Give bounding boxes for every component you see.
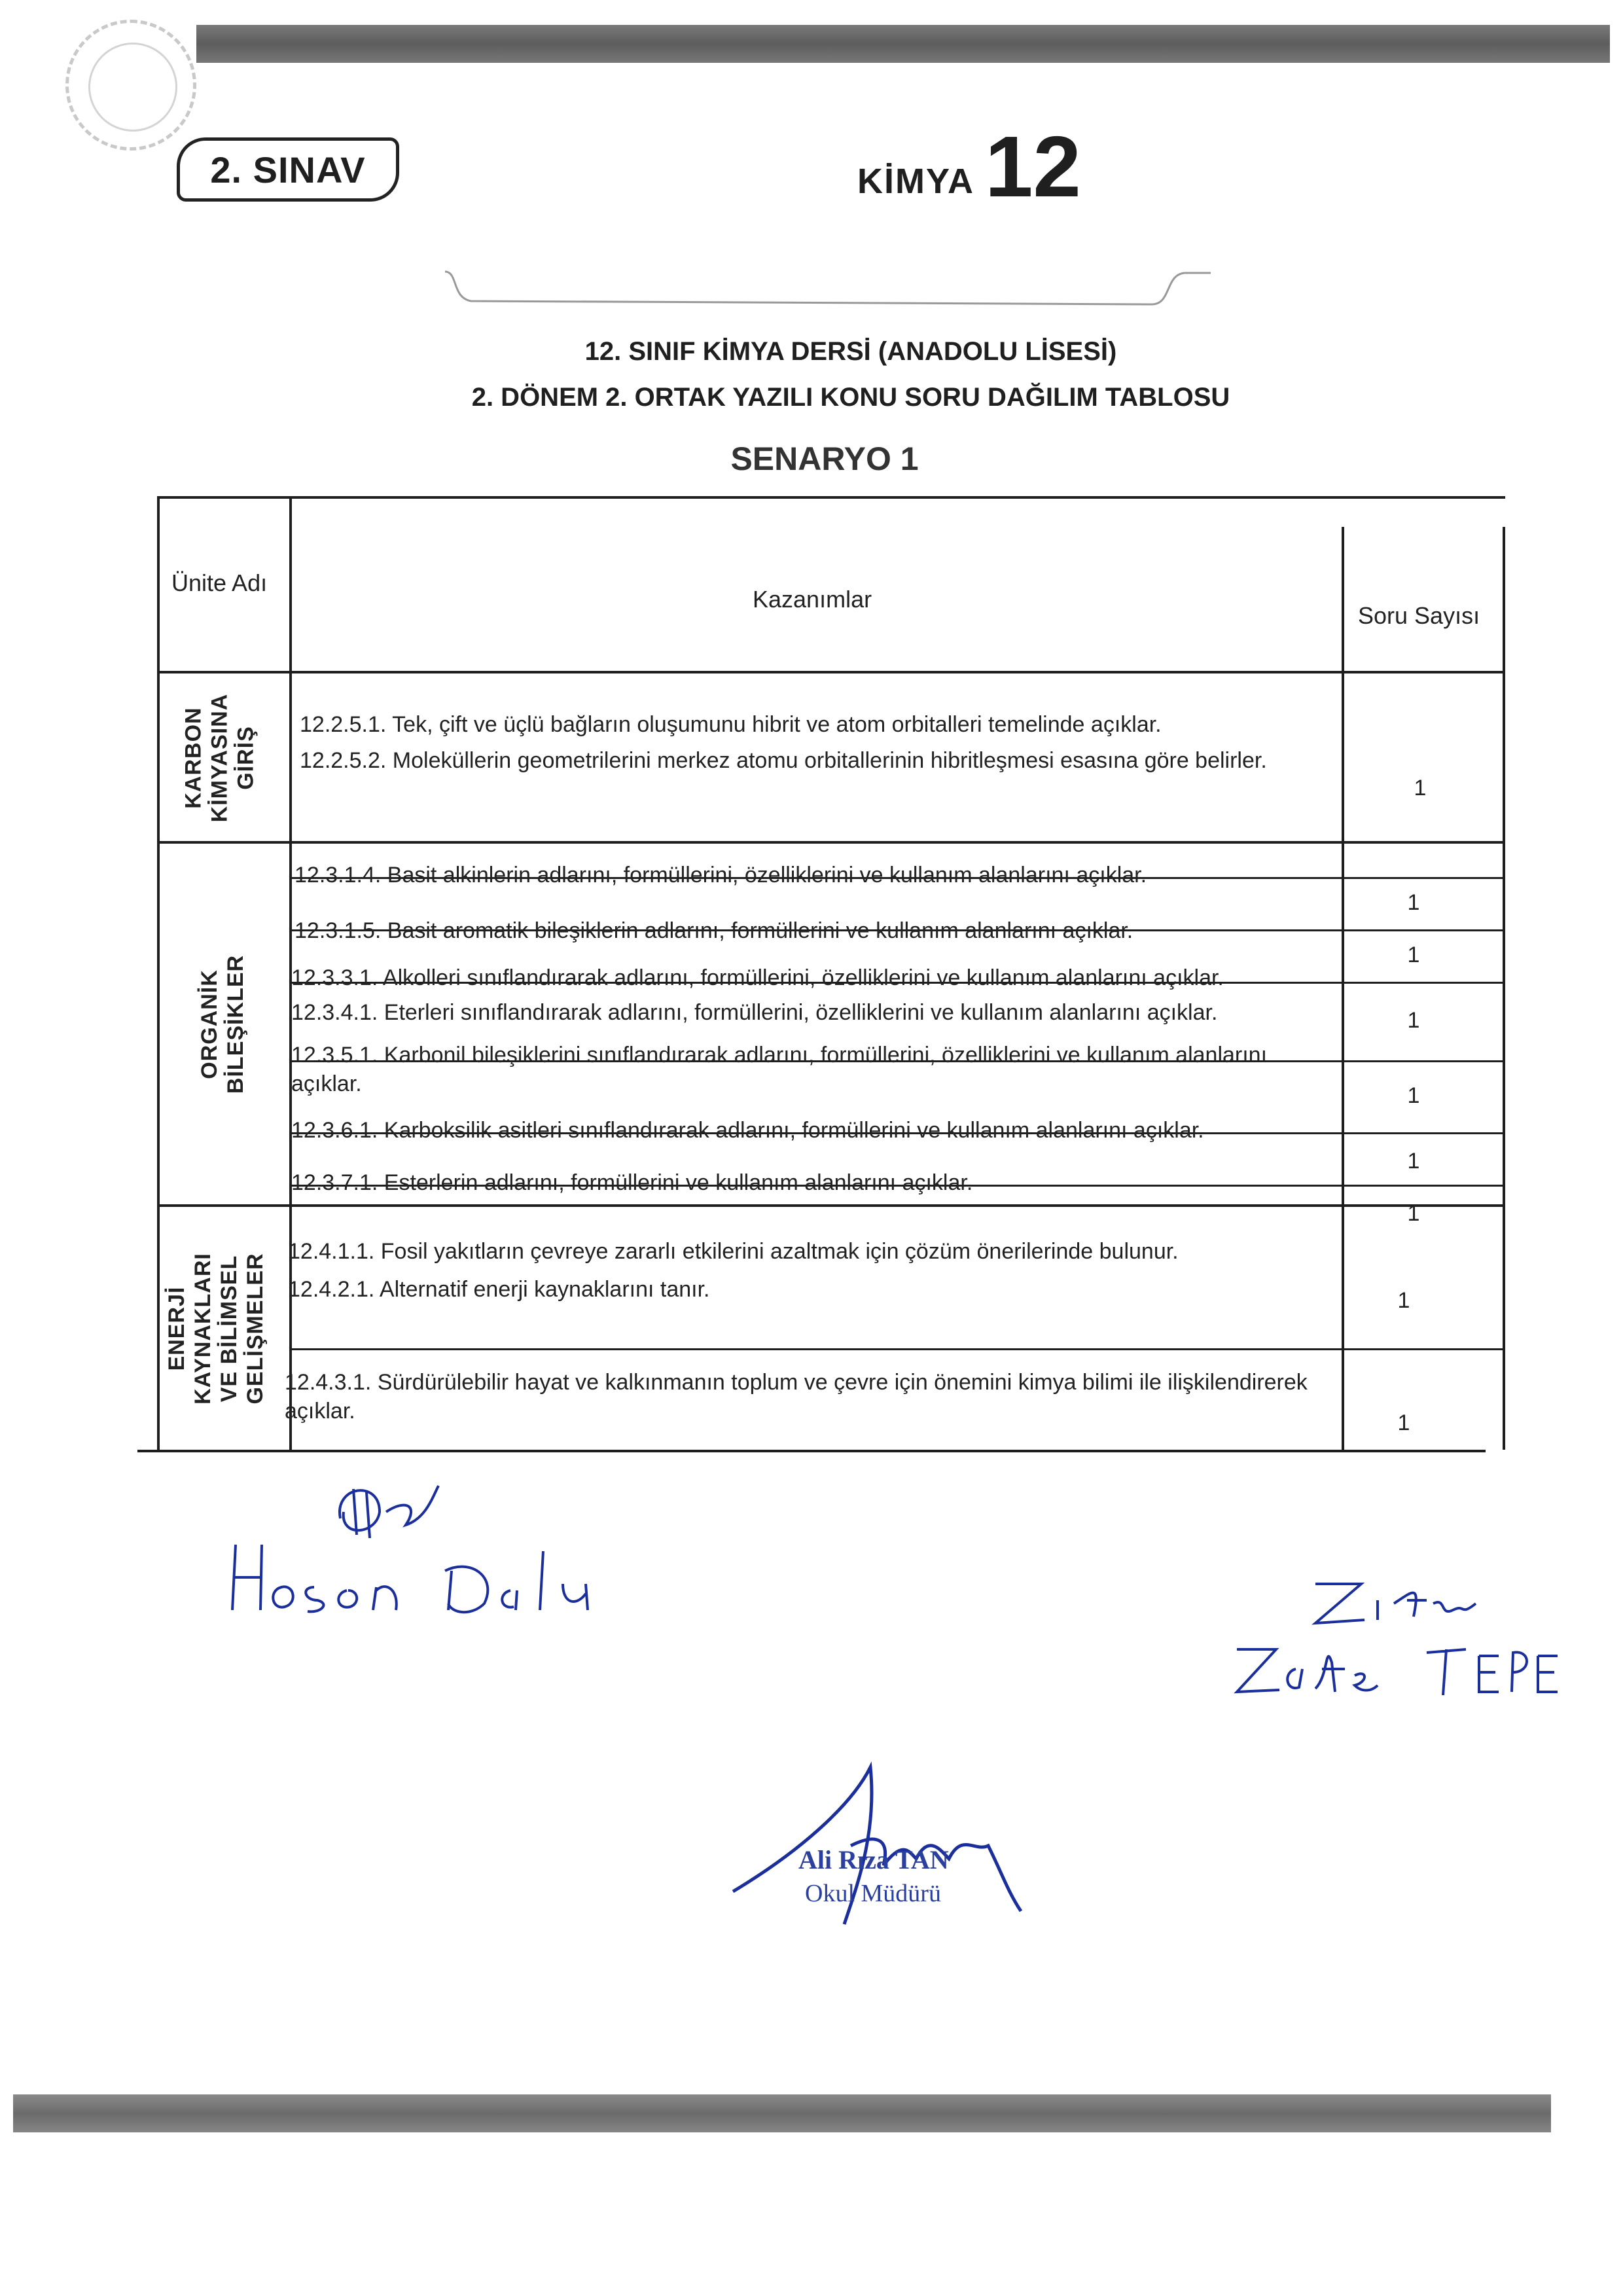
scenario-title: SENARYO 1 bbox=[730, 440, 919, 477]
outcome-text: 12.3.7.1. Esterlerin adlarını, formüllerini ve kullanım alanlarını açıklar. bbox=[291, 1170, 973, 1195]
principal-name: Ali Rıza TAN bbox=[798, 1845, 949, 1874]
subject-name: KİMYA bbox=[857, 162, 975, 201]
outcome-text: 12.4.3.1. Sürdürülebilir hayat ve kalkınmanın toplum ve çevre için önemini kimya bilimi ile ilişkilendirerek açıklar. bbox=[285, 1370, 1308, 1424]
question-count: 1 bbox=[1407, 1083, 1420, 1108]
outcome-text: 12.3.5.1. Karbonil bileşiklerini sınıflandırarak adlarını, formüllerini, özelliklerini ve kullanım alanlarını açıklar. bbox=[291, 1043, 1268, 1096]
question-count: 1 bbox=[1407, 942, 1420, 967]
grade-number: 12 bbox=[985, 118, 1081, 215]
subject-title bbox=[857, 118, 1081, 215]
header-bar bbox=[196, 25, 1610, 63]
title-line-1: 12. SINIF KİMYA DERSİ (ANADOLU LİSESİ) bbox=[584, 337, 1117, 366]
outcome-text: 12.2.5.2. Moleküllerin geometrilerini merkez atomu orbitallerinin hibritleşmesi esasına göre belirler. bbox=[300, 748, 1267, 773]
outcome-text: 12.3.3.1. Alkolleri sınıflandırarak adlarını, formüllerini, özelliklerini ve kullanım alanlarını açıklar. bbox=[291, 965, 1224, 990]
outcome-text: 12.4.2.1. Alternatif enerji kaynaklarını tanır. bbox=[288, 1277, 710, 1302]
teacher-left-signature bbox=[209, 1473, 628, 1623]
question-count: 1 bbox=[1407, 1201, 1420, 1226]
question-count: 1 bbox=[1407, 1149, 1420, 1174]
question-count: 1 bbox=[1414, 776, 1427, 800]
question-count: 1 bbox=[1397, 1288, 1410, 1313]
ministry-seal bbox=[65, 20, 196, 151]
header-unit: Ünite Adı bbox=[171, 569, 268, 596]
question-count: 1 bbox=[1407, 1008, 1420, 1033]
principal-signature bbox=[720, 1754, 1047, 1950]
question-count: 1 bbox=[1407, 890, 1420, 915]
outcome-text: 12.3.1.5. Basit aromatik bileşiklerin adlarını, formüllerini ve kullanım alanlarını açıklar. bbox=[294, 918, 1133, 943]
principal-title: Okul Müdürü bbox=[805, 1880, 941, 1907]
unit-label: ORGANİK BİLEŞİKLER bbox=[197, 954, 248, 1094]
outcome-text: 12.2.5.1. Tek, çift ve üçlü bağların oluşumunu hibrit ve atom orbitalleri temelinde açıklar. bbox=[300, 712, 1162, 737]
footer-bar bbox=[13, 2094, 1551, 2132]
unit-label: ENERJİ KAYNAKLARI VE BİLİMSEL GELİŞMELER bbox=[164, 1253, 268, 1405]
teacher-right-signature bbox=[1217, 1564, 1571, 1715]
unit-label: KARBON KİMYASINA GİRİŞ bbox=[181, 693, 259, 822]
outcome-text: 12.4.1.1. Fosil yakıtların çevreye zararlı etkilerini azaltmak için çözüm önerilerinde bulunur. bbox=[288, 1239, 1179, 1264]
outcome-text: 12.3.1.4. Basit alkinlerin adlarını, formüllerini, özelliklerini ve kullanım alanlarını açıklar. bbox=[294, 863, 1147, 888]
title-line-2: 2. DÖNEM 2. ORTAK YAZILI KONU SORU DAĞILIM TABLOSU bbox=[471, 383, 1230, 412]
question-count: 1 bbox=[1397, 1410, 1410, 1435]
tab-divider bbox=[445, 265, 1211, 331]
outcome-text: 12.3.4.1. Eterleri sınıflandırarak adlarını, formüllerini, özelliklerini ve kullanım alanlarını açıklar. bbox=[291, 1000, 1218, 1025]
header-count: Soru Sayısı bbox=[1358, 602, 1480, 629]
header-outcomes: Kazanımlar bbox=[753, 586, 872, 613]
exam-label: 2. SINAV bbox=[177, 137, 399, 202]
outcome-text: 12.3.6.1. Karboksilik asitleri sınıflandırarak adlarını, formüllerini ve kullanım alanlarını açıklar. bbox=[291, 1118, 1204, 1143]
